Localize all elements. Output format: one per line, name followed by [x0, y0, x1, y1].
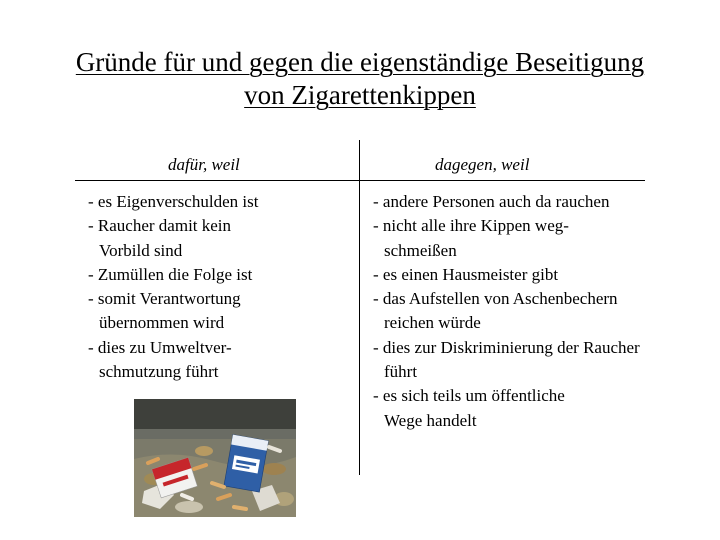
- list-item-text: - Raucher damit kein: [88, 216, 232, 236]
- list-item-continuation: schmutzung führt: [99, 362, 219, 382]
- list-item-text: - nicht alle ihre Kippen weg-: [373, 216, 569, 236]
- list-item-text: - somit Verantwortung: [88, 289, 241, 309]
- pro-heading: dafür, weil: [168, 155, 240, 174]
- list-item: [88, 287, 353, 336]
- list-item: [373, 263, 703, 287]
- list-item: [373, 287, 703, 336]
- list-item: [373, 214, 703, 263]
- cigarette-litter-photo: [134, 399, 296, 517]
- list-item-text: - Zumüllen die Folge ist: [88, 264, 253, 284]
- list-item-text: - dies zur Diskriminierung der Raucher: [373, 337, 640, 357]
- list-item-continuation: führt: [384, 362, 418, 382]
- list-item: [88, 214, 353, 263]
- list-item: [88, 190, 353, 214]
- pro-list: [88, 190, 353, 384]
- list-item-text: - dies zu Umweltver-: [88, 337, 232, 357]
- slide-title-line-2: von Zigarettenkippen: [244, 80, 476, 110]
- list-item: [88, 263, 353, 287]
- list-item-text: - es Eigenverschulden ist: [88, 192, 259, 211]
- contra-list: [373, 190, 703, 433]
- slide-title-line-1: Gründe für und gegen die eigenständige Beseitigung: [75, 47, 645, 77]
- table-vertical-rule: [359, 140, 360, 475]
- slide-title: [0, 46, 720, 112]
- list-item-text: - es sich teils um öffentliche: [373, 386, 565, 406]
- list-item: [373, 384, 703, 433]
- list-item: [373, 336, 703, 385]
- list-item-text: - es einen Hausmeister gibt: [373, 264, 559, 284]
- list-item-continuation: schmeißen: [384, 240, 457, 260]
- list-item: [88, 336, 353, 385]
- list-item-continuation: reichen würde: [384, 313, 481, 333]
- list-item-continuation: übernommen wird: [99, 313, 225, 333]
- list-item: [373, 190, 703, 214]
- list-item-continuation: Wege handelt: [384, 410, 477, 430]
- list-item-text: - das Aufstellen von Aschenbechern: [373, 289, 618, 309]
- table-horizontal-rule: [75, 180, 645, 181]
- list-item-continuation: Vorbild sind: [99, 240, 183, 260]
- list-item-text: - andere Personen auch da rauchen: [373, 192, 610, 211]
- contra-heading: dagegen, weil: [435, 155, 530, 174]
